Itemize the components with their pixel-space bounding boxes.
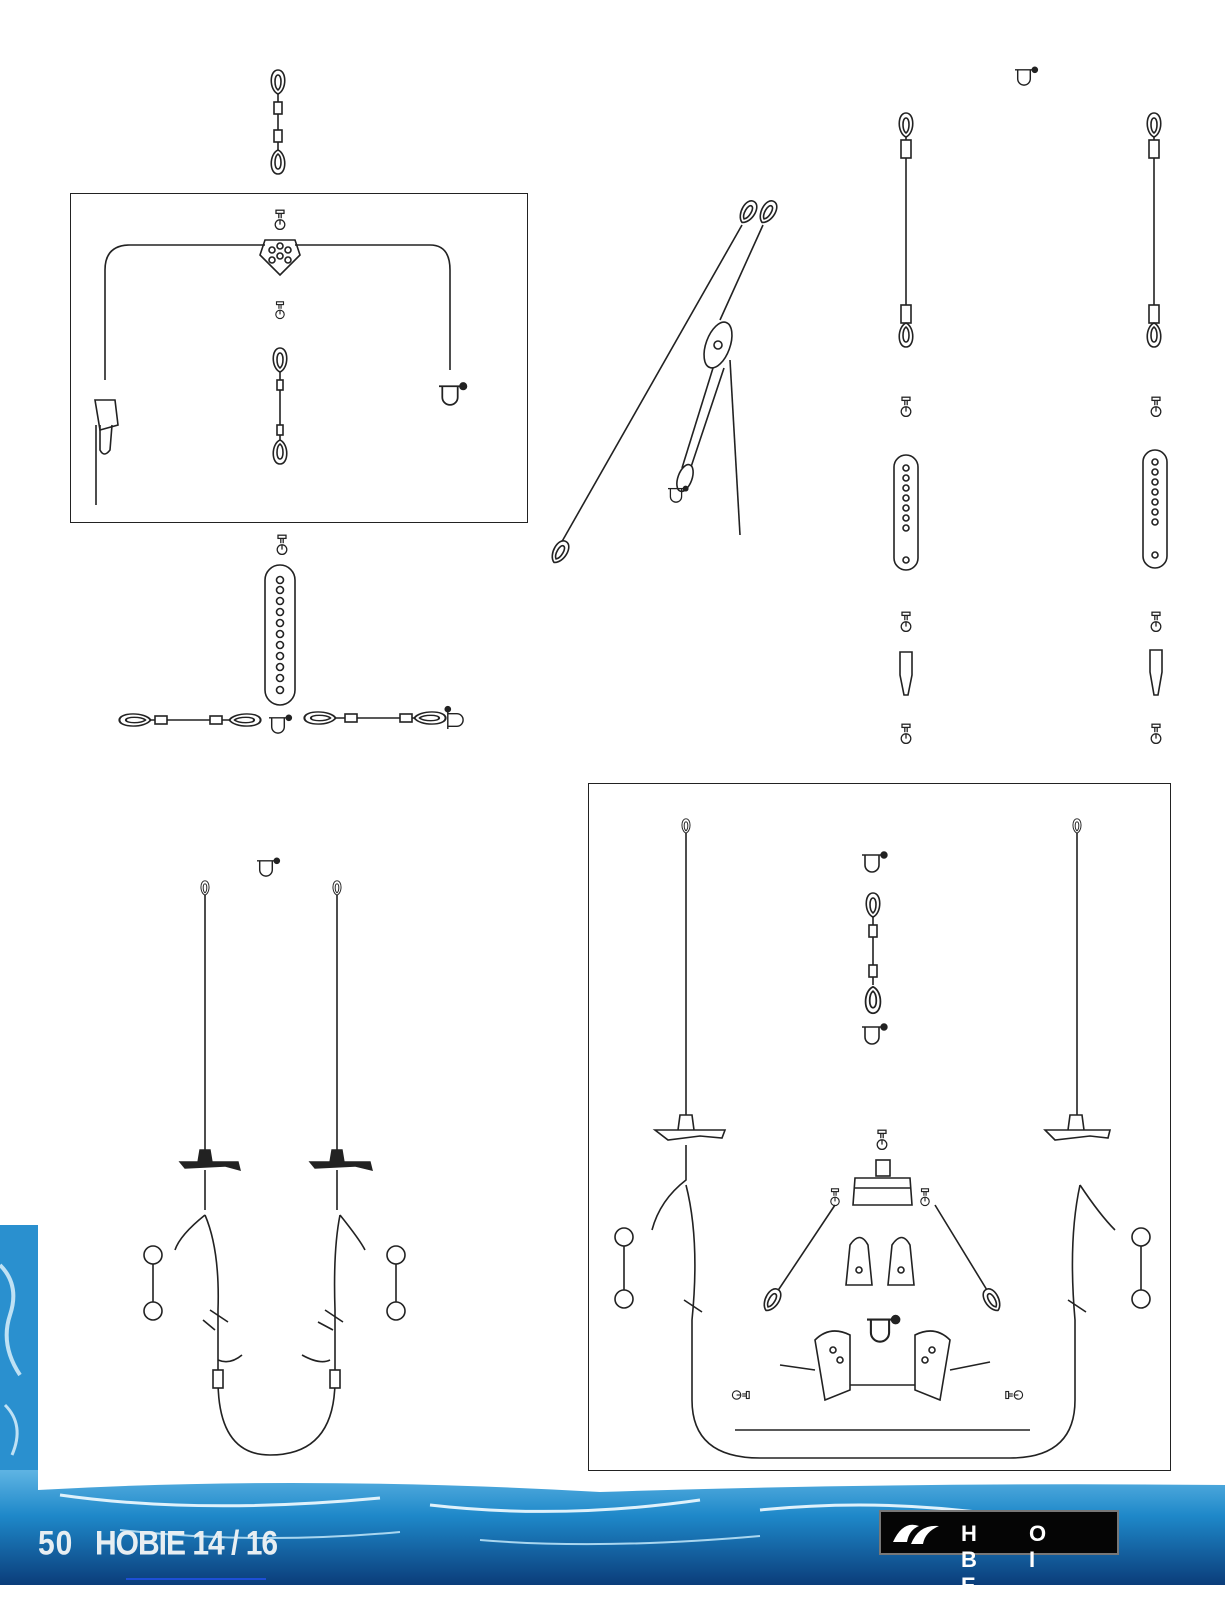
forestay-link: [271, 70, 285, 174]
shroud-set-left: [894, 67, 1038, 743]
left-stay-adjuster: [119, 535, 463, 733]
bridle-assembly: [95, 210, 467, 505]
tang-icon: [846, 1238, 914, 1286]
hobie-logo: [879, 1510, 1119, 1598]
water-edge-strip: [0, 1225, 38, 1485]
mast-step-icon: [853, 1160, 912, 1205]
footer-underline: [126, 1578, 266, 1580]
trapeze-ring-icon: [1132, 1228, 1150, 1308]
brand-wordmark: H O B I E: [961, 1521, 1070, 1598]
trapeze-assembly-left: [144, 858, 405, 1455]
trapeze-assembly-right: [615, 819, 1150, 1458]
trapeze-ring-icon: [615, 1228, 633, 1308]
trapeze-ring-icon: [387, 1246, 405, 1320]
trapeze-ring-icon: [144, 1246, 162, 1320]
hobie-wave-icon: [889, 1516, 947, 1550]
footer-title: HOBIE 14 / 16: [95, 1524, 278, 1563]
forestay-block-assembly: [548, 198, 780, 566]
page-number: 50: [38, 1524, 74, 1563]
shroud-set-right: [1143, 113, 1167, 743]
